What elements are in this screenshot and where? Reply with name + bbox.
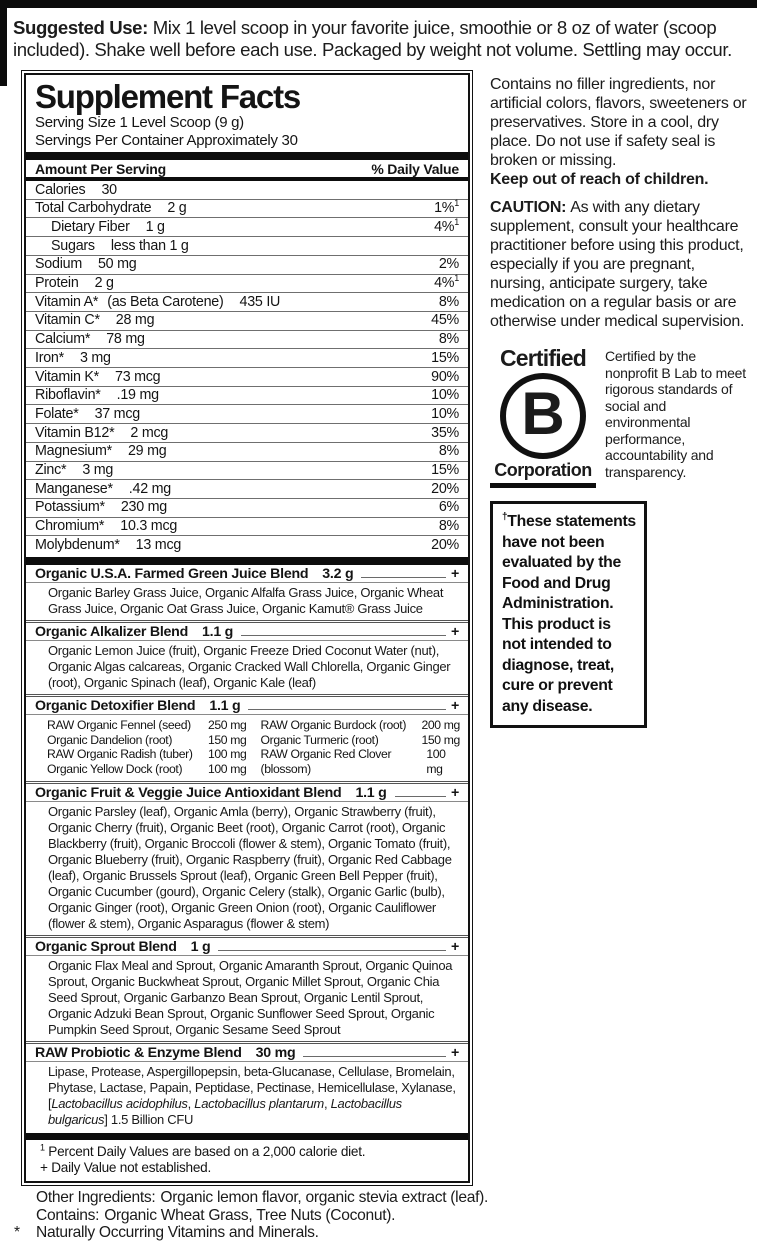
nutrient-daily-value: 10% <box>431 387 459 404</box>
ingredient-amount: 100 mg <box>426 747 446 776</box>
ingredient-name: RAW Organic Radish (tuber) <box>47 747 193 762</box>
nutrient-name: Molybdenum* <box>35 536 120 553</box>
storage-text: Contains no filler ingredients, nor artificial colors, flavors, sweeteners or preservatives. Store in a cool, dry place. Do not use if safety seal is broken or missing. <box>490 76 747 169</box>
nutrient-note: (as Beta Carotene) <box>107 293 224 310</box>
nutrient-amount: 2 mcg <box>130 424 169 441</box>
nutrient-row <box>26 255 468 274</box>
blend-header <box>26 938 468 956</box>
blend-name: Organic Detoxifier Blend <box>35 697 196 714</box>
nutrient-row <box>26 181 468 199</box>
ingredient-name: RAW Organic Red Clover (blossom) <box>260 747 392 776</box>
label-top-edge <box>0 0 757 8</box>
nutrient-daily-value: 8% <box>438 443 459 460</box>
nutrient-amount: 30 <box>101 181 117 198</box>
ingredient-name: Organic Turmeric (root) <box>260 732 379 747</box>
nutrient-daily-value: 90% <box>431 368 459 385</box>
blend-header <box>26 1044 468 1062</box>
disclaimer-text: These statements have not been evaluated by the Food and Drug Administration. This product is not intended to diagnose, treat, cure or prevent any disease. <box>502 513 636 715</box>
nutrient-row <box>26 367 468 386</box>
nutrient-name: Sodium <box>35 256 82 273</box>
nutrient-amount: 13 mcg <box>135 536 182 553</box>
blend-ingredient-item <box>47 747 247 762</box>
blend-dv-marker: + <box>450 565 459 582</box>
nutrient-daily-value: 6% <box>438 499 459 516</box>
blend-name: Organic Fruit & Veggie Juice Antioxidant Blend <box>35 784 342 801</box>
blend-section <box>26 565 468 620</box>
bcorp-logo <box>490 346 596 488</box>
daily-value-header: % Daily Value <box>371 161 459 177</box>
nutrient-row <box>26 442 468 461</box>
serving-size: Serving Size 1 Level Scoop (9 g) <box>35 114 244 131</box>
blend-leader-line <box>241 635 446 636</box>
blend-header <box>26 623 468 641</box>
divider-bar <box>26 152 468 160</box>
keep-out-of-reach-text: Keep out of reach of children. <box>490 171 709 188</box>
footnotes <box>26 1140 468 1181</box>
nutrient-amount: 1 g <box>145 218 165 235</box>
nutrient-daily-value: 4%$^1$ <box>434 273 459 292</box>
nutrient-name: Sugars <box>51 237 95 254</box>
nutrient-row <box>26 404 468 423</box>
nutrient-name: Riboflavin* <box>35 387 101 404</box>
blend-leader-line <box>248 709 446 710</box>
nutrient-row <box>26 461 468 480</box>
nutrient-amount: 2 g <box>167 200 187 217</box>
other-ingredients-label: Other Ingredients: <box>36 1189 156 1207</box>
nutrient-row <box>26 292 468 311</box>
nutrient-row <box>26 236 468 255</box>
nutrient-daily-value: 8% <box>438 331 459 348</box>
contains-text: Organic Wheat Grass, Tree Nuts (Coconut). <box>104 1206 396 1224</box>
blend-section <box>26 935 468 1041</box>
bcorp-circle-b-icon <box>500 373 586 459</box>
blend-ingredient-item <box>47 762 247 777</box>
blend-ingredients: Organic Lemon Juice (fruit), Organic Freeze Dried Coconut Water (nut), Organic Algas calcareas, Organic Cracked Wall Chlorella, Organic Ginger (root), Organic Spinach (leaf), Organic Kale (leaf) <box>48 643 451 691</box>
blend-dv-marker: + <box>450 1044 459 1061</box>
blend-leader-line <box>218 950 446 951</box>
blend-dv-marker: + <box>450 623 459 640</box>
blend-ingredient-item <box>261 718 461 733</box>
nutrient-daily-value: 45% <box>431 312 459 329</box>
nutrient-amount: 230 mg <box>120 499 167 516</box>
suggested-use-text: Mix 1 level scoop in your favorite juice, smoothie or 8 oz of water (scoop included). Shake well before each use. Packaged by weight not volume. Settling may occur. <box>13 17 732 60</box>
ingredient-amount: 100 mg <box>207 761 247 776</box>
ingredient-name: RAW Organic Fennel (seed) <box>47 718 191 733</box>
asterisk-marker: * <box>14 1224 20 1242</box>
nutrient-name: Folate* <box>35 405 79 422</box>
caution-label: CAUTION: <box>490 199 567 216</box>
blend-leader-line <box>303 1056 446 1057</box>
nutrient-name: Vitamin K* <box>35 368 99 385</box>
fda-disclaimer-box <box>490 501 647 728</box>
blend-amount: 1.1 g <box>355 784 387 801</box>
blend-ingredients: Organic Flax Meal and Sprout, Organic Amaranth Sprout, Organic Quinoa Sprout, Organic Buckwheat Sprout, Organic Millet Sprout, Organic Chia Seed Sprout, Organic Garbanzo Bean Sprout, Organic Lentil Sprout, Organic Adzuki Bean Sprout, Organic Sunflower Seed Sprout, Organic Pumpkin Seed Sprout, Organic Sesame Seed Sprout <box>48 958 453 1038</box>
nutrient-amount: 435 IU <box>239 293 281 310</box>
nutrient-name: Vitamin A* <box>35 293 99 310</box>
blend-ingredients: Organic Barley Grass Juice, Organic Alfalfa Grass Juice, Organic Wheat Grass Juice, Organic Oat Grass Juice, Organic Kamut® Grass Juice <box>48 585 444 617</box>
nutrient-row <box>26 330 468 349</box>
column-header-row <box>26 160 468 177</box>
blend-name: RAW Probiotic & Enzyme Blend <box>35 1044 242 1061</box>
nutrient-amount: 10.3 mcg <box>120 518 178 535</box>
nutrient-rows <box>26 181 468 554</box>
blend-name: Organic U.S.A. Farmed Green Juice Blend <box>35 565 309 582</box>
panel-title: Supplement Facts <box>35 78 301 115</box>
naturally-occurring-line <box>14 1224 747 1242</box>
blend-dv-marker: + <box>450 697 459 714</box>
nutrient-amount: 29 mg <box>127 443 167 460</box>
contains-line <box>36 1207 747 1225</box>
nutrient-name: Iron* <box>35 349 64 366</box>
disclaimer-dagger: † <box>502 511 508 523</box>
ingredient-amount: 150 mg <box>207 732 247 747</box>
nutrient-amount: 3 mg <box>82 462 114 479</box>
nutrient-amount: .42 mg <box>128 480 171 497</box>
nutrient-row <box>26 217 468 236</box>
nutrient-amount: 50 mg <box>97 256 137 273</box>
nutrient-name: Calcium* <box>35 331 91 348</box>
nutrient-row <box>26 199 468 218</box>
blend-header <box>26 784 468 802</box>
nutrient-row <box>26 535 468 554</box>
supplement-facts-panel <box>24 73 470 1183</box>
blend-ingredient-item <box>261 747 461 776</box>
nutrient-daily-value: 8% <box>438 518 459 535</box>
bcorp-certification <box>490 346 749 488</box>
label-left-edge <box>0 0 7 86</box>
ingredient-name: Organic Yellow Dock (root) <box>47 761 183 776</box>
nutrient-daily-value: 1%$^1$ <box>434 198 459 217</box>
nutrient-amount: 2 g <box>94 275 114 292</box>
blend-leader-line <box>395 796 446 797</box>
nutrient-row <box>26 386 468 405</box>
nutrient-name: Total Carbohydrate <box>35 200 152 217</box>
nutrient-row <box>26 311 468 330</box>
ingredient-amount: 250 mg <box>207 718 247 733</box>
blend-section <box>26 694 468 781</box>
contains-label: Contains: <box>36 1206 100 1224</box>
blend-ingredient-item <box>47 733 247 748</box>
caution-paragraph <box>490 198 749 331</box>
blend-header <box>26 697 468 715</box>
blend-header <box>26 565 468 583</box>
bcorp-certified-text: Certified <box>499 345 587 371</box>
right-column <box>470 68 757 728</box>
caution-text: As with any dietary supplement, consult your healthcare practitioner before using this product, especially if you are pregnant, nursing, anticipate surgery, take medication on a regular basis or are otherwise under medical supervision. <box>490 199 745 330</box>
nutrient-amount: 3 mg <box>79 349 111 366</box>
nutrient-row <box>26 498 468 517</box>
nutrient-daily-value: 8% <box>438 293 459 310</box>
suggested-use <box>0 0 757 68</box>
nutrient-amount: 78 mg <box>106 331 145 348</box>
nutrient-daily-value: 15% <box>431 462 459 479</box>
blend-amount: 1.1 g <box>209 697 241 714</box>
bcorp-corporation-text: Corporation <box>494 460 592 480</box>
storage-paragraph <box>490 75 749 189</box>
blend-dv-marker: + <box>450 784 459 801</box>
divider-bar <box>26 1133 468 1140</box>
divider-bar <box>26 557 468 565</box>
blend-amount: 1 g <box>190 938 211 955</box>
nutrient-amount: 37 mcg <box>94 405 140 422</box>
blend-leader-line <box>361 577 446 578</box>
nutrient-name: Dietary Fiber <box>51 218 130 235</box>
blend-sections <box>26 565 468 1131</box>
bcorp-underline <box>490 483 596 488</box>
blend-ingredients: Lipase, Protease, Aspergillopepsin, beta-Glucanase, Cellulase, Bromelain, Phytase, Lactase, Papain, Peptidase, Pectinase, Hemicellulase, Xylanase, [Lactobacillus acidophilus, Lactobacillus plantarum, Lactobacillus bulgaricus] 1.5 Billion CFU <box>48 1064 456 1128</box>
ingredient-name: Organic Dandelion (root) <box>47 732 173 747</box>
nutrient-daily-value: 20% <box>431 480 459 497</box>
blend-name: Organic Sprout Blend <box>35 938 177 955</box>
nutrient-amount: .19 mg <box>116 387 159 404</box>
blend-amount: 1.1 g <box>202 623 234 640</box>
amount-per-serving-header: Amount Per Serving <box>35 161 166 177</box>
nutrient-daily-value: 10% <box>431 405 459 422</box>
nutrient-amount: 73 mcg <box>115 368 161 385</box>
nutrient-name: Manganese* <box>35 480 113 497</box>
nutrient-name: Vitamin B12* <box>35 424 115 441</box>
blend-name: Organic Alkalizer Blend <box>35 623 188 640</box>
ingredient-amount: 100 mg <box>207 747 247 762</box>
blend-ingredient-item <box>47 718 247 733</box>
nutrient-name: Zinc* <box>35 462 67 479</box>
blend-ingredients: Organic Parsley (leaf), Organic Amla (berry), Organic Strawberry (fruit), Organic Cherry (fruit), Organic Beet (root), Organic Carrot (root), Organic Blackberry (fruit), Organic Broccoli (flower & stem), Organic Tomato (fruit), Organic Blueberry (fruit), Organic Raspberry (fruit), Organic Red Cabbage (leaf), Organic Brussels Sprout (leaf), Organic Green Bell Pepper (fruit), Organic Cucumber (gourd), Organic Celery (stalk), Organic Garlic (bulb), Organic Ginger (root), Organic Green Onion (root), Organic Cauliflower (flower & stem), Organic Asparagus (flower & stem) <box>48 804 452 932</box>
nutrient-daily-value: 4%$^1$ <box>434 217 459 235</box>
nutrient-name: Potassium* <box>35 499 105 516</box>
nutrient-row <box>26 348 468 367</box>
nutrient-name: Chromium* <box>35 518 105 535</box>
bcorp-letter: B <box>521 380 565 447</box>
nutrient-row <box>26 479 468 498</box>
nutrient-daily-value: 35% <box>431 424 459 441</box>
nutrient-amount: 28 mg <box>115 312 155 329</box>
blend-ingredient-item <box>261 733 461 748</box>
servings-per-container: Servings Per Container Approximately 30 <box>35 131 298 149</box>
blend-amount: 3.2 g <box>322 565 354 582</box>
ingredient-name: RAW Organic Burdock (root) <box>260 718 407 733</box>
other-ingredients-text: Organic lemon flavor, organic stevia extract (leaf). <box>160 1189 489 1207</box>
nutrient-daily-value: 20% <box>431 536 459 553</box>
nutrient-row <box>26 517 468 536</box>
ingredient-amount: 200 mg <box>421 718 460 733</box>
blend-ingredient-column <box>261 718 461 776</box>
nutrient-row <box>26 423 468 442</box>
footer-notes <box>0 1183 757 1242</box>
bcorp-description: Certified by the nonprofit B Lab to meet rigorous standards of social and environmental performance, accountability and transparency. <box>605 348 746 480</box>
nutrient-amount: less than 1 g <box>110 237 189 254</box>
blend-section <box>26 1041 468 1131</box>
other-ingredients-line <box>36 1189 747 1207</box>
main-columns <box>0 68 757 1183</box>
footnote-line: $^1$ Percent Daily Values are based on a 2,000 calorie diet. <box>40 1142 366 1160</box>
naturally-occurring-text: Naturally Occurring Vitamins and Minerals. <box>36 1224 319 1242</box>
suggested-use-label: Suggested Use: <box>13 17 148 38</box>
blend-ingredient-column <box>47 718 247 776</box>
footnote-line: + Daily Value not established. <box>40 1159 211 1175</box>
nutrient-name: Vitamin C* <box>35 312 100 329</box>
blend-dv-marker: + <box>450 938 459 955</box>
blend-ingredient-columns <box>26 715 468 781</box>
nutrient-daily-value: 15% <box>431 349 459 366</box>
nutrient-name: Magnesium* <box>35 443 112 460</box>
blend-section <box>26 620 468 694</box>
blend-amount: 30 mg <box>255 1044 296 1061</box>
nutrient-daily-value: 2% <box>438 256 459 273</box>
nutrient-name: Calories <box>35 181 86 198</box>
nutrient-name: Protein <box>35 275 79 292</box>
nutrient-row <box>26 274 468 293</box>
ingredient-amount: 150 mg <box>421 732 460 747</box>
blend-section <box>26 781 468 935</box>
